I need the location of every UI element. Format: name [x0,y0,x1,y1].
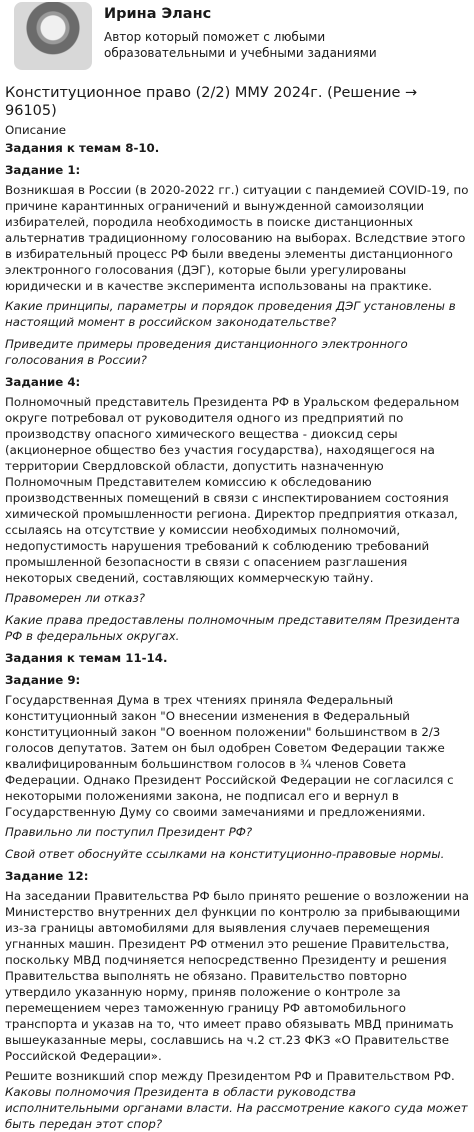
task-text: Государственная Дума в трех чтениях приняла Федеральный конституционный закон "О внесении изменения в Федеральный конституционный закон "О военном положении" большинством в 2/3 голосов депутатов. Затем он был одобрен Советом Федерации также квалифицированным большинством голосов в ¾ членов Совета Федерации. Однако Президент Российской Федерации не согласился с некоторыми положениями закона, не подписал его и вернул в Государственную Думу со своими замечаниями и предложениями. [5,693,454,819]
task-heading: Задание 12: [5,869,89,883]
task-heading: Задание 1: [5,163,81,177]
task-text: Полномочный представитель Президента РФ в Уральском федеральном округе потребовал от руководителя одного из предприятий по производству опасного химического вещества - диоксид серы (акционерное общество без участия государства), находящегося на территории Свердловской области, допустить назначенную Полномочным Представителем комиссию к обследованию производственных помещений в связи с инспектированием состояния химической промышленности региона. Директор предприятия отказал, ссылаясь на отсутствие у комиссии необходимых полномочий, недопустимость нарушения требований к соблюдению требований промышленной безопасности в связи с опасением разглашения некоторых сведений, составляющих коммерческую тайну. [5,395,460,585]
task-heading: Задание 9: [5,673,81,687]
task-heading: Задание 4: [5,375,81,389]
task-text: На заседании Правительства РФ было принято решение о возложении на Министерство внутренних дел функции по контролю за прибывающими из-за границы автомобилями для выявления случаев перемещения угнанных машин. Президент РФ отменил это решение Правительства, поскольку МВД подчиняется непосредственно Президенту и решения Правительства выполнять не обязано. Правительство повторно утвердило указанную норму, приняв положение о контроле за перемещением через таможенную границу РФ автомобильного транспорта и указав на то, что имеет право обязывать МВД принимать вышеуказанные меры, сославшись на ч.2 ст.23 ФКЗ «О Правительстве Российской Федерации». [5,889,470,1063]
author-name[interactable]: Ирина Эланс [104,6,212,22]
task-final-question [5,1068,469,1132]
task-question: Правильно ли поступил Президент РФ? [5,825,253,839]
section-heading: Задания к темам 11-14. [5,651,168,665]
task-question: Приведите примеры проведения дистанционного электронного голосования в России? [5,337,408,367]
task-question: Каковы полномочия Президента в области руководства исполнительными органами власти. На рассмотрение какого суда может быть передан этот спор? [5,1085,468,1131]
author-header [0,0,474,74]
description-label: Описание [5,123,67,137]
task-question: Какие принципы, параметры и порядок проведения ДЭГ установлены в настоящий момент в российском законодательстве? [5,299,456,329]
task-lead: Решите возникший спор между Президентом РФ и Правительством РФ. [5,1069,455,1083]
task-question: Свой ответ обоснуйте ссылками на конституционно-правовые нормы. [5,847,445,861]
task-question: Какие права предоставлены полномочным представителям Президента РФ в федеральных округах. [5,613,460,643]
author-description: Автор который поможет с любыми образовательными и учебными заданиями [104,30,377,60]
task-question: Правомерен ли отказ? [5,591,146,605]
page-title: Конституционное право (2/2) ММУ 2024г. (Решение → 96105) [5,85,418,119]
document-content [0,84,474,1132]
task-text: Возникшая в России (в 2020-2022 гг.) ситуации с пандемией COVID-19, по причине карантинных ограничений и вынужденной самоизоляции избирателей, породила необходимость в поиске дистанционных альтернатив традиционному голосованию на выборах. Вследствие этого в избирательный процесс РФ были введены элементы дистанционного электронного голосования (ДЭГ), которые были урегулированы юридически и в качестве эксперимента использованы на практике. [5,183,469,293]
section-heading: Задания к темам 8-10. [5,141,160,155]
author-avatar[interactable] [14,2,92,70]
